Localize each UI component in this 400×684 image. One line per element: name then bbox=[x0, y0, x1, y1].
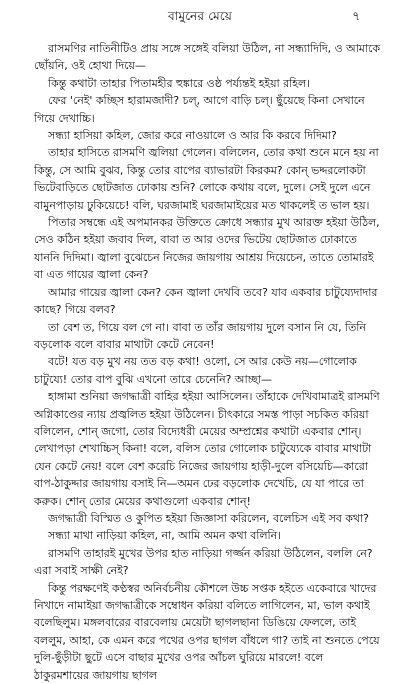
paragraph: তাহার হাসিতে রাসমণি জ্বলিয়া গেলেন। বলিলেন, তোর কথা শুনে মনে হয় না কিন্তু, সে আমি বুঝব, কিন্তু তোর বাপের ব্যাভারটা কিরকম? কোন্ ভদ্দরলোকটা ভিটেবাড়িতে ছোটজাত ঢোকায় শুনি? লোকে কথায় বলে, দুলে। সেই দুলে এনে বামুনপাড়ায় ঢুকিয়েচে! বলি, ঘরজামাই ঘরজামাইয়ের মত থাকলেই ত ভাল হয়। bbox=[34, 146, 379, 212]
paragraph: হাঙ্গামা শুনিয়া জগদ্ধাত্রী বাহির হইয়া আসিলেন। তাঁহাকে দেখিবামাত্রই রাসমণি অগ্নিকাণ্ডের ন্যায় প্রজ্বলিত হইয়া উঠিলেন। চীৎকারে সমস্ত পাড়া সচকিত করিয়া বলিলেন, শোন্ জগো, তোর বিদ্যেধরী মেয়ের অম্প্রশ্নের কথাটা একবার শোন্। লেখাপড়া শেখাচ্চিস্ কিনা! বলে, বলিস তোর গোলোক চাটুয্যেকে বাবার মাথাটা যেন কেটে নেয়! বলে বেশ করেচি নিজের জায়গায় হাড়ী-দুলে বসিয়েচি—কারো বাপ-ঠাকুদ্দার জায়গায় বসাই নি—অমন ঢের বড়লোক দেখেচি, যে যা পারে তা করুক। শোন্ তোর মেয়ের কথাগুলো একবার শোন্! bbox=[34, 390, 380, 508]
paragraph: কিন্তু কথাটা তাহার পিতামহীর হুঙ্কারে ওষ্ঠ পর্য্যন্তই হইয়া রহিল। bbox=[48, 76, 310, 90]
body-text bbox=[34, 40, 380, 684]
running-title: বামুনের মেয়ে bbox=[167, 9, 233, 23]
paragraph: তা বেশ ত, গিয়ে বল গে না। বাবা ত তাঁর জায়গায় দুলে বসান নি যে, তিনি বড়লোক বলে বাবার মাথাটা কেটে নেবেন! bbox=[34, 320, 366, 351]
paragraph: রাসমণি তাহারই মুখের উপর হাত নাড়িয়া গর্জ্জন করিয়া উঠিলেন, বললি নে? এরা সবাই সাক্ষী নেই? bbox=[34, 546, 373, 578]
paragraph: সন্ধ্যা মাথা নাড়িয়া কহিল, না, আমি অমন কথা বলিনি। bbox=[48, 529, 282, 543]
paragraph: বটে! যত বড় মুখ নয় তত বড় কথা! ওলো, সে আর কেউ নয়—গোলোক চাটুয্যে! তোর বাপ বুঝি এখনো তারে চেনেনি? আচ্ছা— bbox=[34, 355, 357, 386]
paragraph: পিতার সম্বন্ধে এই অপমানকর উক্তিতে ক্রোধে সন্ধ্যার মুখ আরক্ত হইয়া উঠিল, সেও কঠিন হইয়া জবাব দিল, বাবা ত আর ওদের ভিটেয় ছোটজাত ঢোকাতে যাননি দিদিমা। জ্বালা বুঝেচেন নিজের জায়গায় আশ্রয় দিয়েচেন, তাতে তোমারই বা এত গায়ের জ্বালা কেন? bbox=[34, 216, 380, 282]
paragraph: কিন্তু পরক্ষণেই কণ্ঠস্বর অনির্বচনীয় কৌশলে উচ্চ সপ্তক হইতে একেবারে খাদের নিখাদে নামাইয়া জগদ্ধাত্রীকে সম্বোধন করিয়া বলিতে লাগিলেন, মা, ভাল কথাই বলেছিলুম। মঙ্গলবারের বারবেলায় মেয়েটা ছাগলছানা ডিঙিয়ে ফেললে, তাই বললুম, আহা, কে এমন করে পথের ওপর ছাগল বাঁধলে গা? তাই না শুনতে পেয়ে দুলি-ছুঁড়ীটা ছুটে এসে বাছার মুখের ওপর আঁচল ঘুরিয়ে মারলে! বলে ঠাকুরমশায়ের জায়গায় ছাগল bbox=[34, 581, 380, 682]
paragraph: জগদ্ধাত্রী বিস্মিত ও কুপিত হইয়া জিজ্ঞাসা করিলেন, বলেচিস এই সব কথা? bbox=[48, 511, 369, 525]
paragraph: আমার গায়ের জ্বালা কেন? কেন জ্বালা দেখবি তবে? যাব একবার চাটুয্যেদাদার কাছে? গিয়ে বলব? bbox=[34, 285, 378, 317]
page-number: ৭ bbox=[352, 9, 360, 23]
paragraph: সন্ধ্যা হাসিয়া কহিল, জোর করে নাওয়ালে ও আর কি করবে দিদিমা? bbox=[48, 129, 337, 143]
paragraph: রাসমণির নাতিনীটিও প্রায় সঙ্গে সঙ্গেই বলিয়া উঠিল, না সন্ধ্যাদিদি, ও আমাকে ছোঁয়নি, ওই হোথা দিয়ে— bbox=[34, 42, 380, 73]
page-header bbox=[0, 8, 400, 28]
paragraph: ফের 'নেই' কচ্ছিস হারামজাদী? চল্, আগে বাড়ি চল্। ছুঁয়েছে কিনা সেখানে গিয়ে দেখাচ্চি। bbox=[34, 94, 365, 125]
